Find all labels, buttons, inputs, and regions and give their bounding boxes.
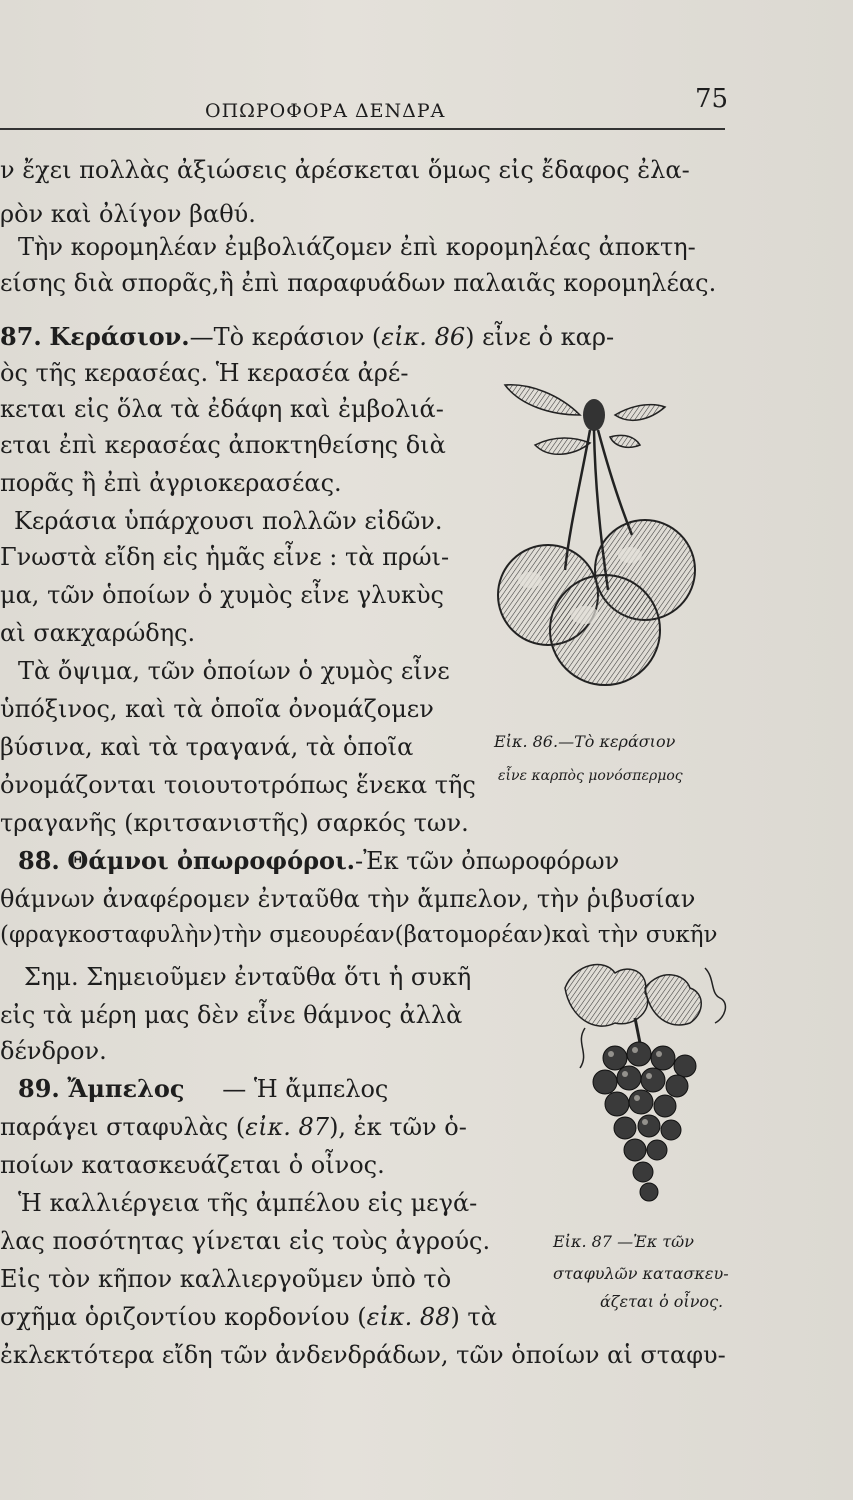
text-line: Τὴν κορομηλέαν ἐμβολιάζομεν ἐπὶ κορομηλέας ἀποκτη-	[18, 233, 696, 261]
figure-86-caption: Εἰκ. 86.—Τὸ κεράσιον	[494, 732, 676, 751]
figure-87-caption: Εἰκ. 87 —Ἐκ τῶν	[553, 1232, 694, 1251]
text-line: Ἡ καλλιέργεια τῆς ἀμπέλου εἰς μεγά-	[18, 1189, 478, 1217]
text-line: Τὰ ὄψιμα, τῶν ὁποίων ὁ χυμὸς εἶνε	[18, 657, 450, 685]
text-line: κεται εἰς ὅλα τὰ ἐδάφη καὶ ἐμβολιά-	[0, 395, 444, 423]
text-line: ν ἔχει πολλὰς ἀξιώσεις ἀρέσκεται ὅμως εἰς ἔδαφος ἐλα-	[0, 156, 690, 184]
note-line: εἰς τὰ μέρη μας δὲν εἶνε θάμνος ἀλλὰ	[0, 1001, 463, 1029]
section-number: 89.	[18, 1074, 60, 1103]
figure-reference: εἰκ. 88	[366, 1303, 451, 1331]
text-line: ποίων κατασκευάζεται ὁ οἶνος.	[0, 1151, 385, 1179]
text-line: ἐκλεκτότερα εἴδη τῶν ἀνδενδράδων, τῶν ὁποίων αἱ σταφυ-	[0, 1341, 726, 1369]
text-line: εται ἐπὶ κερασέας ἀποκτηθείσης διὰ	[0, 431, 446, 459]
text-run: παράγει σταφυλὰς (	[0, 1113, 246, 1141]
section-number: 87.	[0, 322, 42, 351]
text-line: Γνωστὰ εἴδη εἰς ἡμᾶς εἶνε : τὰ πρώι-	[0, 543, 450, 571]
cherries-illustration	[490, 375, 710, 695]
text-run: — Ἡ ἄμπελος	[222, 1075, 389, 1103]
text-line: ὸς τῆς κερασέας. Ἡ κερασέα ἀρέ-	[0, 359, 409, 387]
text-line: είσης διὰ σπορᾶς,ἢ ἐπὶ παραφυάδων παλαιᾶς κορομηλέας.	[0, 269, 717, 297]
section-title: Κεράσιον.	[49, 322, 190, 351]
text-line: ὀνομάζονται τοιουτοτρόπως ἕνεκα τῆς	[0, 771, 476, 799]
text-line: αὶ σακχαρώδης.	[0, 619, 196, 647]
section-88-heading	[18, 846, 619, 876]
page-number: 75	[695, 84, 729, 114]
text-run: ) τὰ	[450, 1303, 497, 1331]
figure-reference: εἰκ. 86	[381, 323, 466, 351]
text-line: ρὸν καὶ ὀλίγον βαθύ.	[0, 200, 256, 228]
section-title: Ἄμπελος	[67, 1074, 185, 1103]
section-number: 88.	[18, 846, 60, 875]
text-line: τραγανῆς (κριτσανιστῆς) σαρκός των.	[0, 809, 469, 837]
text-line	[0, 1302, 497, 1332]
figure-86-caption: εἶνε καρπὸς μονόσπερμος	[498, 768, 683, 784]
grapes-illustration	[555, 958, 735, 1218]
section-title: Θάμνοι ὀπωροφόροι.	[67, 846, 356, 875]
text-line: λας ποσότητας γίνεται εἰς τοὺς ἀγρούς.	[0, 1227, 491, 1255]
note-line: δένδρον.	[0, 1037, 107, 1065]
running-title: ΟΠΩΡΟΦΟΡΑ ΔΕΝΔΡΑ	[205, 100, 446, 122]
text-run: ) εἶνε ὁ καρ-	[465, 323, 615, 351]
text-line: ὑπόξινος, καὶ τὰ ὁποῖα ὀνομάζομεν	[0, 695, 434, 723]
text-line: Κεράσια ὑπάρχουσι πολλῶν εἰδῶν.	[14, 507, 443, 535]
text-line: πορᾶς ἢ ἐπὶ ἀγριοκερασέας.	[0, 469, 342, 497]
figure-87-caption: σταφυλῶν κατασκευ-	[553, 1264, 729, 1283]
text-run: ), ἐκ τῶν ὁ-	[329, 1113, 467, 1141]
section-89-heading	[18, 1074, 388, 1104]
figure-reference: εἰκ. 87	[245, 1113, 330, 1141]
section-87-heading	[0, 322, 614, 352]
note-line: Σημ. Σημειοῦμεν ἐνταῦθα ὅτι ἡ συκῆ	[24, 963, 472, 991]
header-rule	[0, 128, 725, 130]
text-run: —Τὸ κεράσιον (	[189, 323, 382, 351]
figure-87-caption: άζεται ὁ οἶνος.	[600, 1292, 724, 1311]
text-line: (φραγκοσταφυλὴν)τὴν σμεουρέαν(βατομορέαν)καὶ τὴν συκῆν	[0, 922, 718, 948]
text-line: βύσινα, καὶ τὰ τραγανά, τὰ ὁποῖα	[0, 733, 414, 761]
text-line: Εἰς τὸν κῆπον καλλιεργοῦμεν ὑπὸ τὸ	[0, 1265, 452, 1293]
text-run: -Ἐκ τῶν ὀπωροφόρων	[355, 847, 620, 875]
text-line	[0, 1112, 467, 1142]
text-line: θάμνων ἀναφέρομεν ἐνταῦθα τὴν ἄμπελον, τὴν ῥιβυσίαν	[0, 885, 696, 913]
text-run: σχῆμα ὁριζοντίου κορδονίου (	[0, 1303, 367, 1331]
text-line: μα, τῶν ὁποίων ὁ χυμὸς εἶνε γλυκὺς	[0, 581, 444, 609]
